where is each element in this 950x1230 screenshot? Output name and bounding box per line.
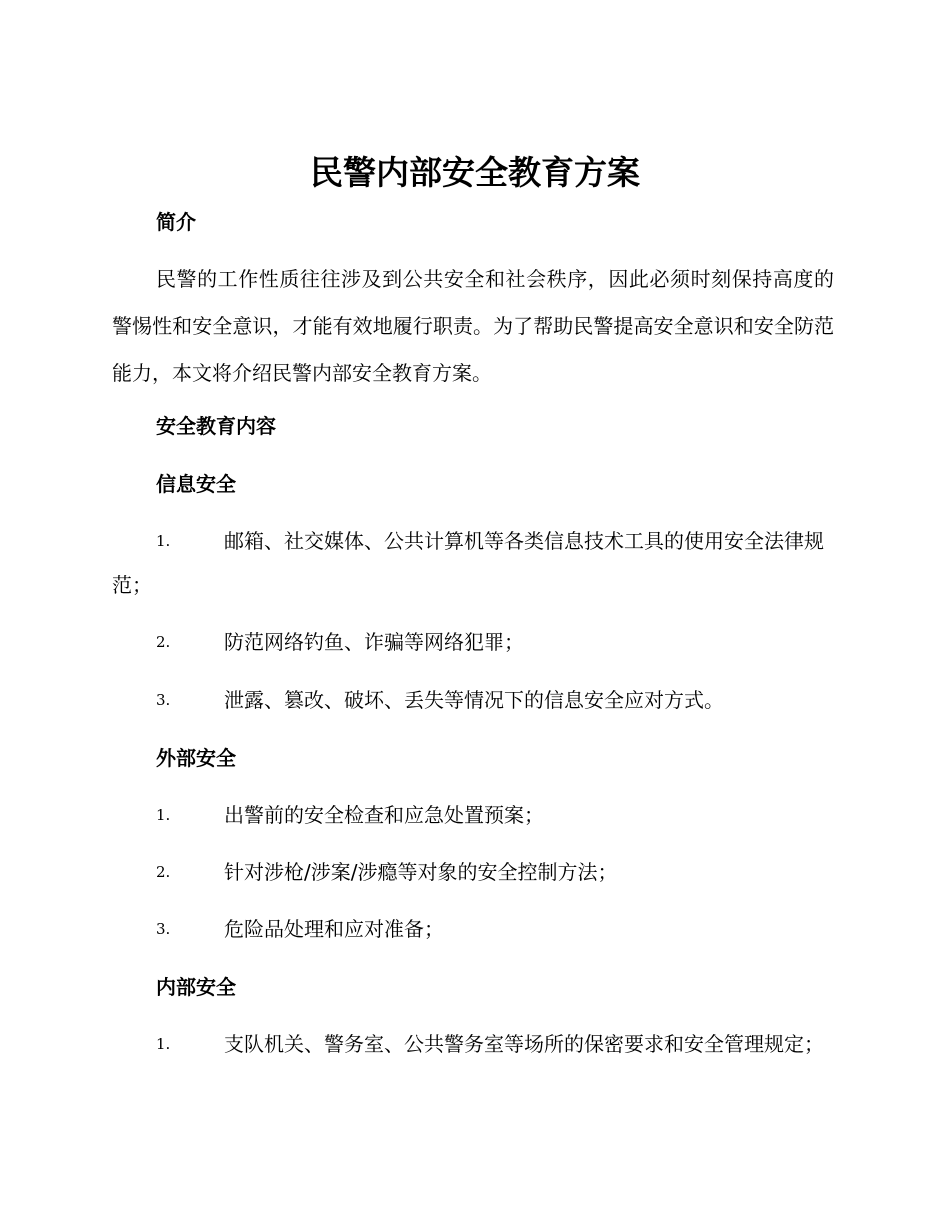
list-item [112, 678, 836, 722]
intro-paragraph: 民警的工作性质往往涉及到公共安全和社会秩序，因此必须时刻保持高度的警惕性和安全意识，才能有效地履行职责。为了帮助民警提高安全意识和安全防范能力，本文将介绍民警内部安全教育方案。 [112, 267, 834, 385]
section-heading-internal-security: 内部安全 [156, 975, 236, 999]
list-item-text: 危险品处理和应对准备； [224, 917, 444, 941]
list-item [112, 1022, 836, 1066]
content-heading: 安全教育内容 [156, 414, 276, 438]
list-item-text: 泄露、篡改、破坏、丢失等情况下的信息安全应对方式。 [224, 688, 724, 712]
section-heading-info-security: 信息安全 [156, 472, 236, 496]
list-item [112, 850, 836, 894]
list-item-number: 2. [156, 863, 171, 881]
intro-heading: 简介 [156, 210, 196, 234]
list-item [112, 907, 836, 951]
page-title: 民警内部安全教育方案 [310, 153, 640, 192]
list-item [112, 620, 836, 664]
list-item-text: 邮箱、社交媒体、公共计算机等各类信息技术工具的使用安全法律规范； [112, 529, 824, 597]
list-item-number: 1. [156, 1035, 171, 1053]
list-item-number: 1. [156, 806, 171, 824]
list-item-text: 支队机关、警务室、公共警务室等场所的保密要求和安全管理规定； [224, 1032, 824, 1056]
list-item-number: 3. [156, 920, 171, 938]
list-item-text: 防范网络钓鱼、诈骗等网络犯罪； [224, 630, 524, 654]
section-heading-external-security: 外部安全 [156, 746, 236, 770]
list-item-number: 1. [156, 532, 171, 550]
list-item [112, 793, 836, 837]
list-item-text: 出警前的安全检查和应急处置预案； [224, 803, 544, 827]
list-item-number: 2. [156, 633, 171, 651]
list-item-number: 3. [156, 691, 171, 709]
list-item-text: 针对涉枪/涉案/涉瘾等对象的安全控制方法； [224, 860, 618, 884]
list-item [112, 519, 836, 607]
